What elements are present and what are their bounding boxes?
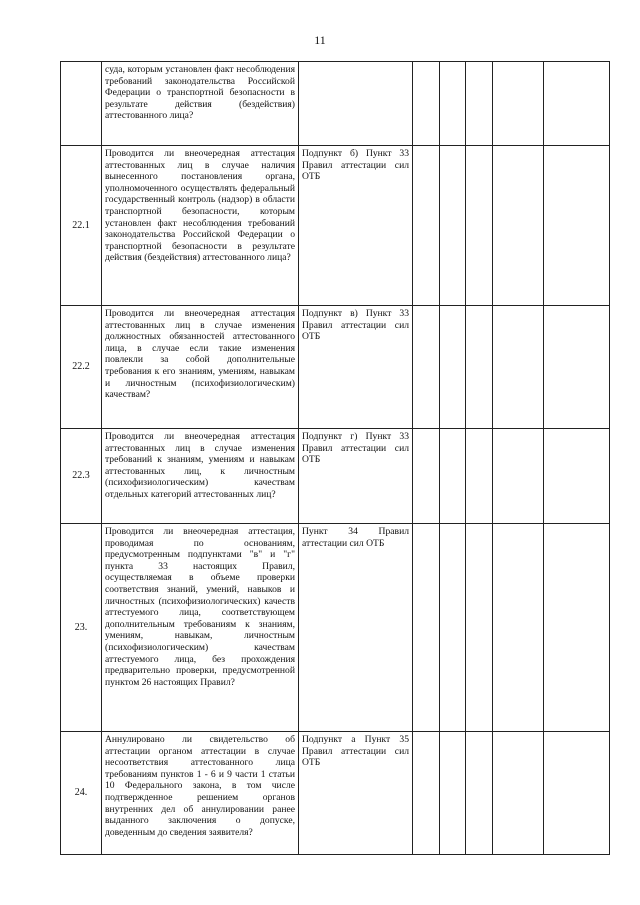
comment-cell[interactable] (544, 146, 610, 306)
table-row (61, 524, 610, 732)
answer-no-cell[interactable] (440, 62, 466, 146)
row-number: 23. (61, 524, 102, 732)
question-text: Проводится ли внеочередная аттестация аттестованных лиц в случае изменения требований к знаниям, умениям и навыкам аттестованных лиц, к личностным (психофизиологическим) качествам отдельных категорий аттестованных лиц? (102, 429, 299, 524)
comment-cell[interactable] (544, 62, 610, 146)
row-number: 24. (61, 732, 102, 855)
note-cell[interactable] (493, 146, 544, 306)
legal-reference: Пункт 34 Правил аттестации сил ОТБ (299, 524, 413, 732)
note-cell[interactable] (493, 524, 544, 732)
answer-yes-cell[interactable] (413, 732, 440, 855)
answer-no-cell[interactable] (440, 524, 466, 732)
note-cell[interactable] (493, 62, 544, 146)
answer-yes-cell[interactable] (413, 306, 440, 429)
answer-no-cell[interactable] (440, 306, 466, 429)
comment-cell[interactable] (544, 429, 610, 524)
comment-cell[interactable] (544, 524, 610, 732)
question-text: Проводится ли внеочередная аттестация аттестованных лиц в случае изменения должностных обязанностей аттестованного лица, в случае если такие изменения повлекли за собой дополнительные требования к его знаниям, умениям, навыкам и личностным (психофизиологическим) качествам? (102, 306, 299, 429)
answer-na-cell[interactable] (466, 429, 493, 524)
answer-no-cell[interactable] (440, 146, 466, 306)
table-row (61, 306, 610, 429)
answer-yes-cell[interactable] (413, 524, 440, 732)
note-cell[interactable] (493, 732, 544, 855)
answer-no-cell[interactable] (440, 732, 466, 855)
comment-cell[interactable] (544, 732, 610, 855)
answer-na-cell[interactable] (466, 524, 493, 732)
question-text: Проводится ли внеочередная аттестация, проводимая по основаниям, предусмотренным подпунктами "в" и "г" пункта 33 настоящих Правил, осуществляемая в объеме проверки соответствия знаний, умений, навыков и личностных (психофизиологических) качеств аттестуемого лица, соответствующем дополнительным требованиям к знаниям, умениям, навыкам, личностным (психофизиологическим) качествам аттестуемого лица, без прохождения предварительно проверки, предусмотренной пунктом 26 настоящих Правил? (102, 524, 299, 732)
answer-na-cell[interactable] (466, 306, 493, 429)
legal-reference: Подпункт г) Пункт 33 Правил аттестации сил ОТБ (299, 429, 413, 524)
legal-reference: Подпункт а Пункт 35 Правил аттестации сил ОТБ (299, 732, 413, 855)
checklist-table (60, 61, 610, 855)
table-row (61, 146, 610, 306)
legal-reference: Подпункт в) Пункт 33 Правил аттестации сил ОТБ (299, 306, 413, 429)
page-number: 11 (314, 33, 326, 47)
legal-reference: Подпункт б) Пункт 33 Правил аттестации сил ОТБ (299, 146, 413, 306)
comment-cell[interactable] (544, 306, 610, 429)
answer-yes-cell[interactable] (413, 146, 440, 306)
row-number: 22.1 (61, 146, 102, 306)
answer-yes-cell[interactable] (413, 429, 440, 524)
question-text: Проводится ли внеочередная аттестация аттестованных лиц в случае наличия вынесенного постановления органа, уполномоченного осуществлять федеральный государственный контроль (надзор) в области транспортной безопасности, которым установлен факт несоблюдения требований законодательства Российской Федерации о транспортной безопасности в результате действия (бездействия) аттестованного лица? (102, 146, 299, 306)
answer-na-cell[interactable] (466, 62, 493, 146)
row-number: 22.2 (61, 306, 102, 429)
row-number (61, 62, 102, 146)
row-number: 22.3 (61, 429, 102, 524)
table-row (61, 62, 610, 146)
question-text: суда, которым установлен факт несоблюдения требований законодательства Российской Федерации о транспортной безопасности в результате действия (бездействия) аттестованного лица? (102, 62, 299, 146)
table-row (61, 429, 610, 524)
table-row (61, 732, 610, 855)
note-cell[interactable] (493, 306, 544, 429)
answer-no-cell[interactable] (440, 429, 466, 524)
answer-na-cell[interactable] (466, 146, 493, 306)
note-cell[interactable] (493, 429, 544, 524)
question-text: Аннулировано ли свидетельство об аттестации органом аттестации в случае несоответствия аттестованного лица требованиям пунктов 1 - 6 и 9 части 1 статьи 10 Федерального закона, в том числе подтвержденное решением органов внутренних дел об аннулировании ранее выданного заключения о допуске, доведенным до сведения заявителя? (102, 732, 299, 855)
answer-yes-cell[interactable] (413, 62, 440, 146)
legal-reference (299, 62, 413, 146)
answer-na-cell[interactable] (466, 732, 493, 855)
